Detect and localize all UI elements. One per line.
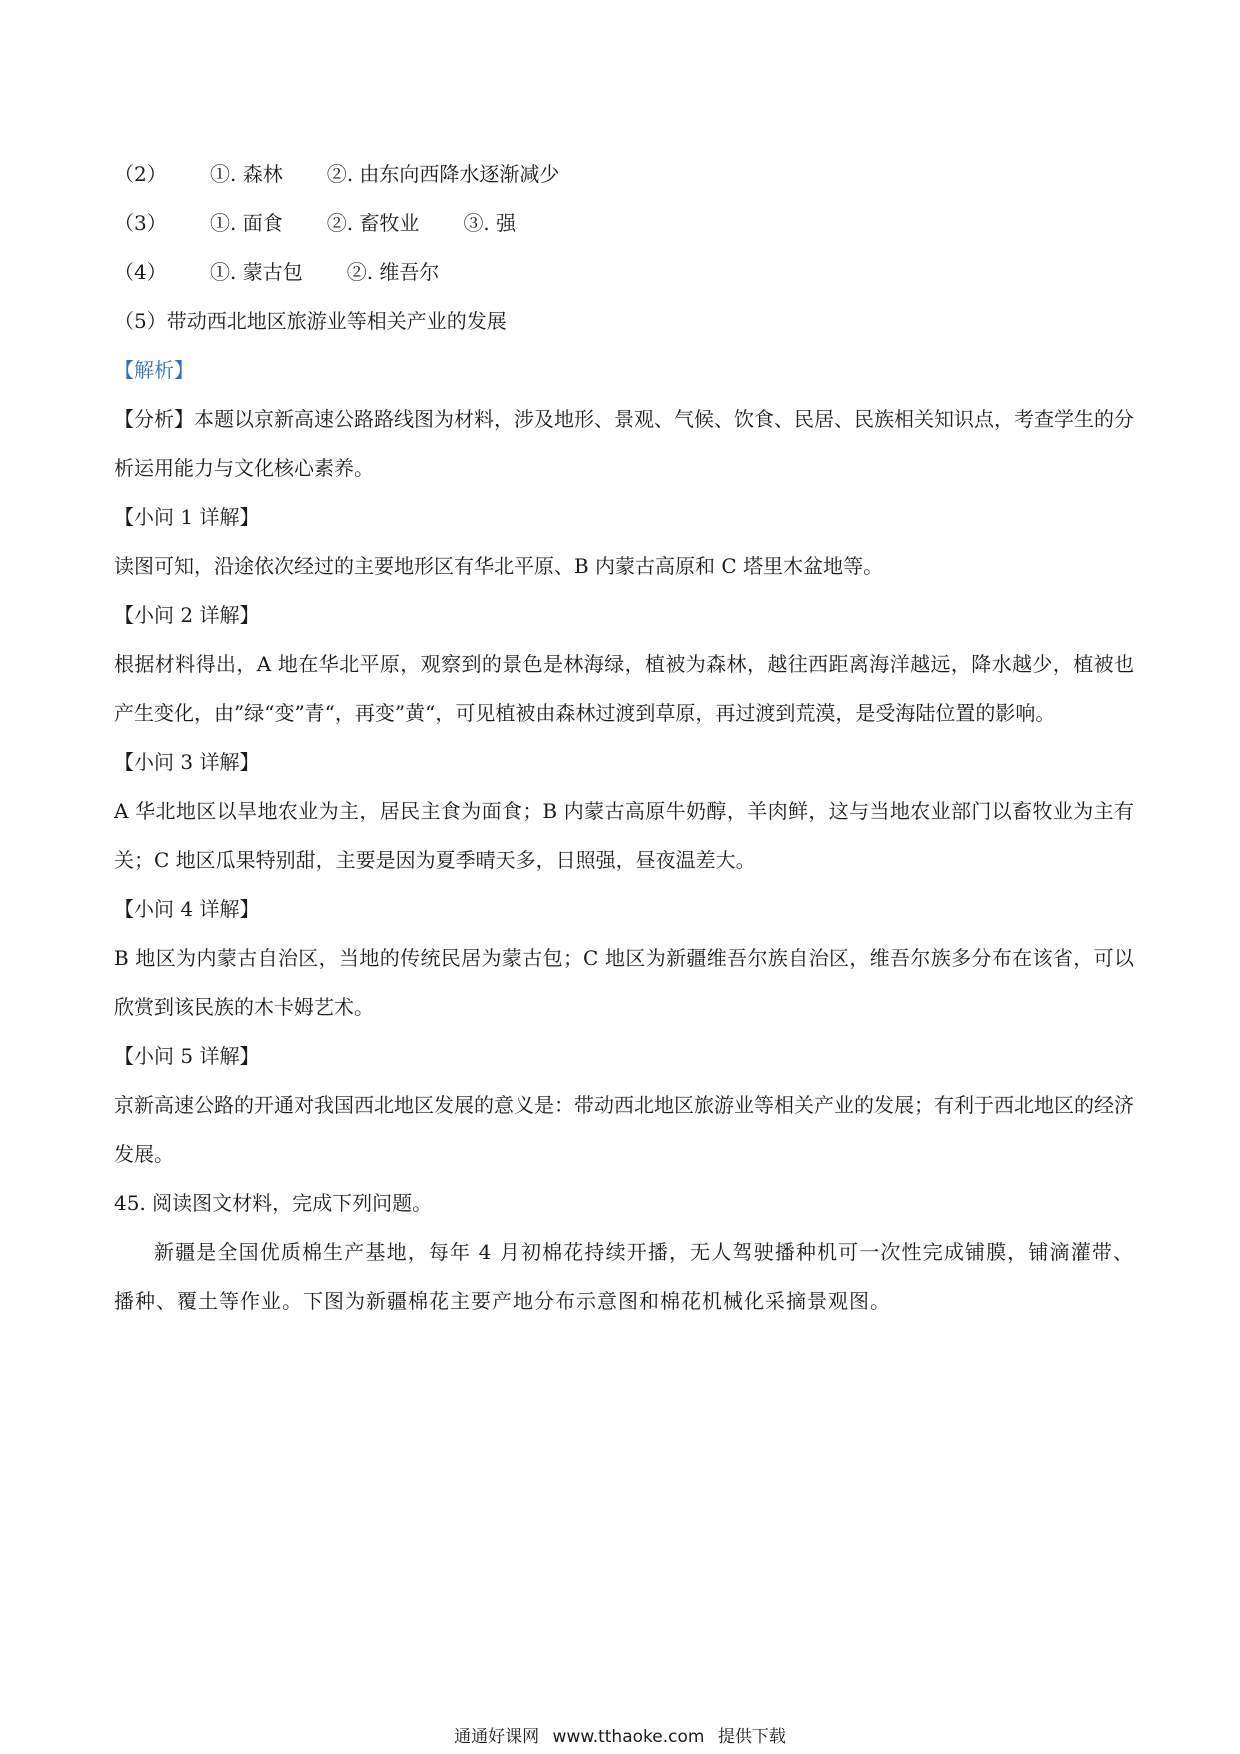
footer-url[interactable]: www.tthaoke.com [552,1727,705,1747]
question-45-material: 新疆是全国优质棉生产基地，每年 4 月初棉花持续开播，无人驾驶播种机可一次性完成铺膜，铺滴灌带、播种、覆土等作业。下图为新疆棉花主要产地分布示意图和棉花机械化采摘景观图。 [114,1240,1134,1313]
q5-paragraph: 京新高速公路的开通对我国西北地区发展的意义是：带动西北地区旅游业等相关产业的发展；有利于西北地区的经济发展。 [114,1093,1134,1166]
answer-item: ②. 畜牧业 [326,211,420,235]
analysis-paragraph: 【分析】本题以京新高速公路路线图为材料，涉及地形、景观、气候、饮食、民居、民族相关知识点，考查学生的分析运用能力与文化核心素养。 [114,407,1134,480]
q3-heading: 【小问 3 详解】 [114,750,260,774]
answer-item: ①. 森林 [210,162,283,186]
answer-item: ②. 由东向西降水逐渐减少 [326,162,560,186]
answer-item: ①. 面食 [210,211,283,235]
q3-paragraph: A 华北地区以旱地农业为主，居民主食为面食；B 内蒙古高原牛奶醇，羊肉鲜，这与当地农业部门以畜牧业为主有关；C 地区瓜果特别甜，主要是因为夏季晴天多，日照强，昼夜温差大。 [114,799,1134,872]
page-footer [0,1722,1240,1747]
footer-suffix: 提供下载 [717,1727,786,1747]
answer-item: ①. 蒙古包 [210,260,303,284]
jiexi-heading: 【解析】 [114,358,194,382]
question-45-title: 45. 阅读图文材料，完成下列问题。 [114,1191,433,1215]
q5-heading: 【小问 5 详解】 [114,1044,260,1068]
answer-row-5: （5）带动西北地区旅游业等相关产业的发展 [114,309,507,333]
answer-number: （2） [114,162,167,186]
answer-row-2 [114,150,1134,199]
q4-paragraph: B 地区为内蒙古自治区，当地的传统民居为蒙古包；C 地区为新疆维吾尔族自治区，维吾尔族多分布在该省，可以欣赏到该民族的木卡姆艺术。 [114,946,1134,1019]
answer-number: （4） [114,260,167,284]
document-content [114,150,1134,1326]
answer-row-3 [114,199,1134,248]
answer-item: ②. 维吾尔 [346,260,440,284]
answer-number: （3） [114,211,167,235]
q4-heading: 【小问 4 详解】 [114,897,260,921]
answer-row-4 [114,248,1134,297]
answer-item: ③. 强 [463,211,517,235]
q2-paragraph: 根据材料得出，A 地在华北平原，观察到的景色是林海绿，植被为森林，越往西距离海洋越远，降水越少，植被也产生变化，由”绿“变”青“，再变”黄“，可见植被由森林过渡到草原，再过渡到荒漠，是受海陆位置的影响。 [114,652,1134,725]
q2-heading: 【小问 2 详解】 [114,603,260,627]
q1-paragraph: 读图可知，沿途依次经过的主要地形区有华北平原、B 内蒙古高原和 C 塔里木盆地等。 [114,554,884,578]
q1-heading: 【小问 1 详解】 [114,505,260,529]
footer-site-name: 通通好课网 [454,1727,540,1747]
